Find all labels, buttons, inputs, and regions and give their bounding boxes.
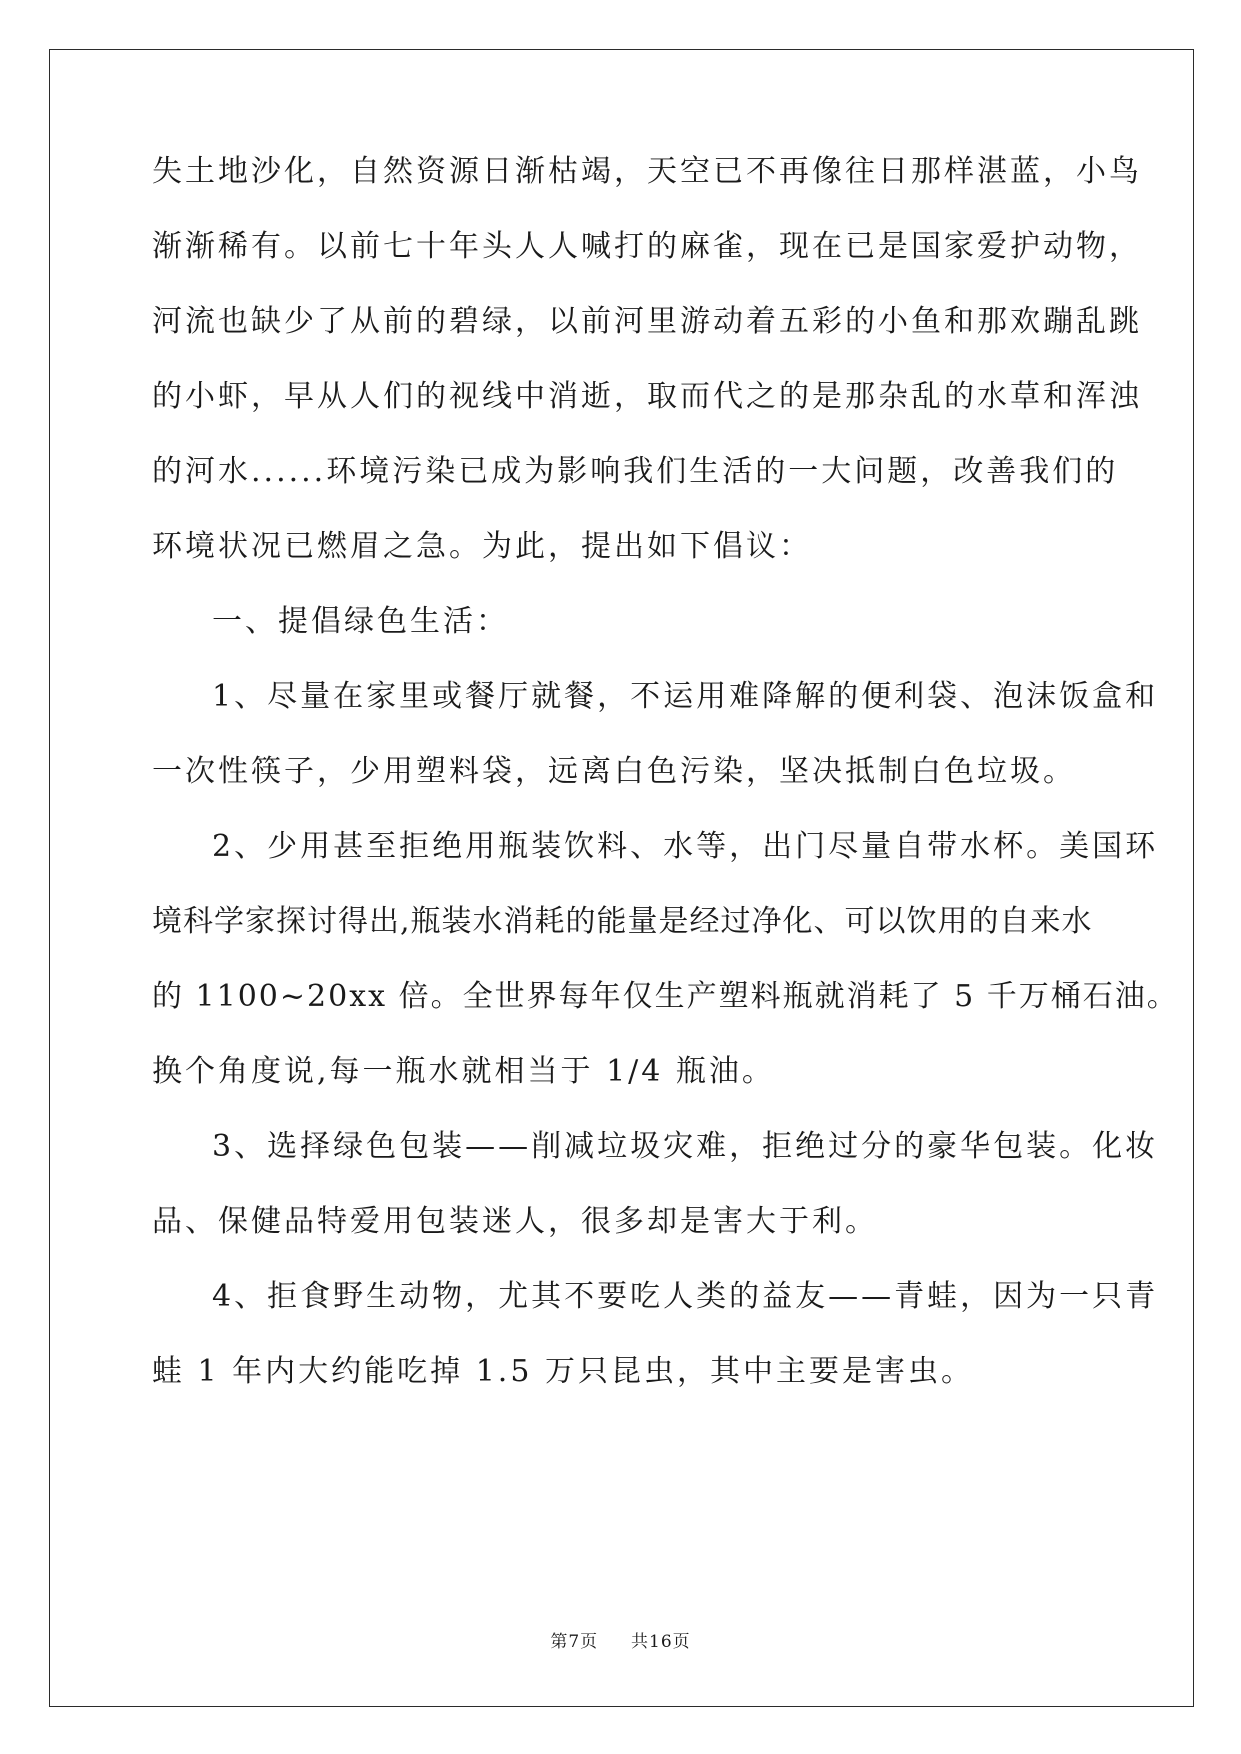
paragraph-line: 4、拒食野生动物，尤其不要吃人类的益友——青蛙，因为一只青 xyxy=(212,1279,1159,1314)
paragraph-line: 换个角度说,每一瓶水就相当于 1/4 瓶油。 xyxy=(152,1054,775,1089)
paragraph-line: 的河水......环境污染已成为影响我们生活的一大问题，改善我们的 xyxy=(152,454,1119,489)
paragraph-line: 境科学家探讨得出,瓶装水消耗的能量是经过净化、可以饮用的自来水 xyxy=(152,904,1093,939)
paragraph-line: 蛙 1 年内大约能吃掉 1.5 万只昆虫，其中主要是害虫。 xyxy=(152,1354,974,1389)
section-heading: 一、提倡绿色生活： xyxy=(212,604,509,639)
page-number-total: 共16页 xyxy=(631,1632,691,1652)
paragraph-line: 失土地沙化，自然资源日渐枯竭，天空已不再像往日那样湛蓝，小鸟 xyxy=(152,154,1142,189)
paragraph-line: 的小虾，早从人们的视线中消逝，取而代之的是那杂乱的水草和浑浊 xyxy=(152,379,1142,414)
paragraph-line: 环境状况已燃眉之急。为此，提出如下倡议： xyxy=(152,529,812,564)
paragraph-line: 2、少用甚至拒绝用瓶装饮料、水等，出门尽量自带水杯。美国环 xyxy=(212,829,1159,864)
paragraph-line: 渐渐稀有。以前七十年头人人喊打的麻雀，现在已是国家爱护动物， xyxy=(152,229,1142,264)
paragraph-line: 品、保健品特爱用包装迷人，很多却是害大于利。 xyxy=(152,1204,878,1239)
page-number-current: 第7页 xyxy=(550,1632,599,1652)
paragraph-line: 3、选择绿色包装——削减垃圾灾难，拒绝过分的豪华包装。化妆 xyxy=(212,1129,1159,1164)
page-footer xyxy=(0,1627,1241,1652)
page-border xyxy=(49,49,1194,1707)
paragraph-line: 河流也缺少了从前的碧绿，以前河里游动着五彩的小鱼和那欢蹦乱跳 xyxy=(152,304,1142,339)
paragraph-line: 1、尽量在家里或餐厅就餐，不运用难降解的便利袋、泡沫饭盒和 xyxy=(212,679,1159,714)
paragraph-line: 一次性筷子，少用塑料袋，远离白色污染，坚决抵制白色垃圾。 xyxy=(152,754,1076,789)
paragraph-line: 的 1100~20xx 倍。全世界每年仅生产塑料瓶就消耗了 5 千万桶石油。 xyxy=(152,979,1179,1014)
